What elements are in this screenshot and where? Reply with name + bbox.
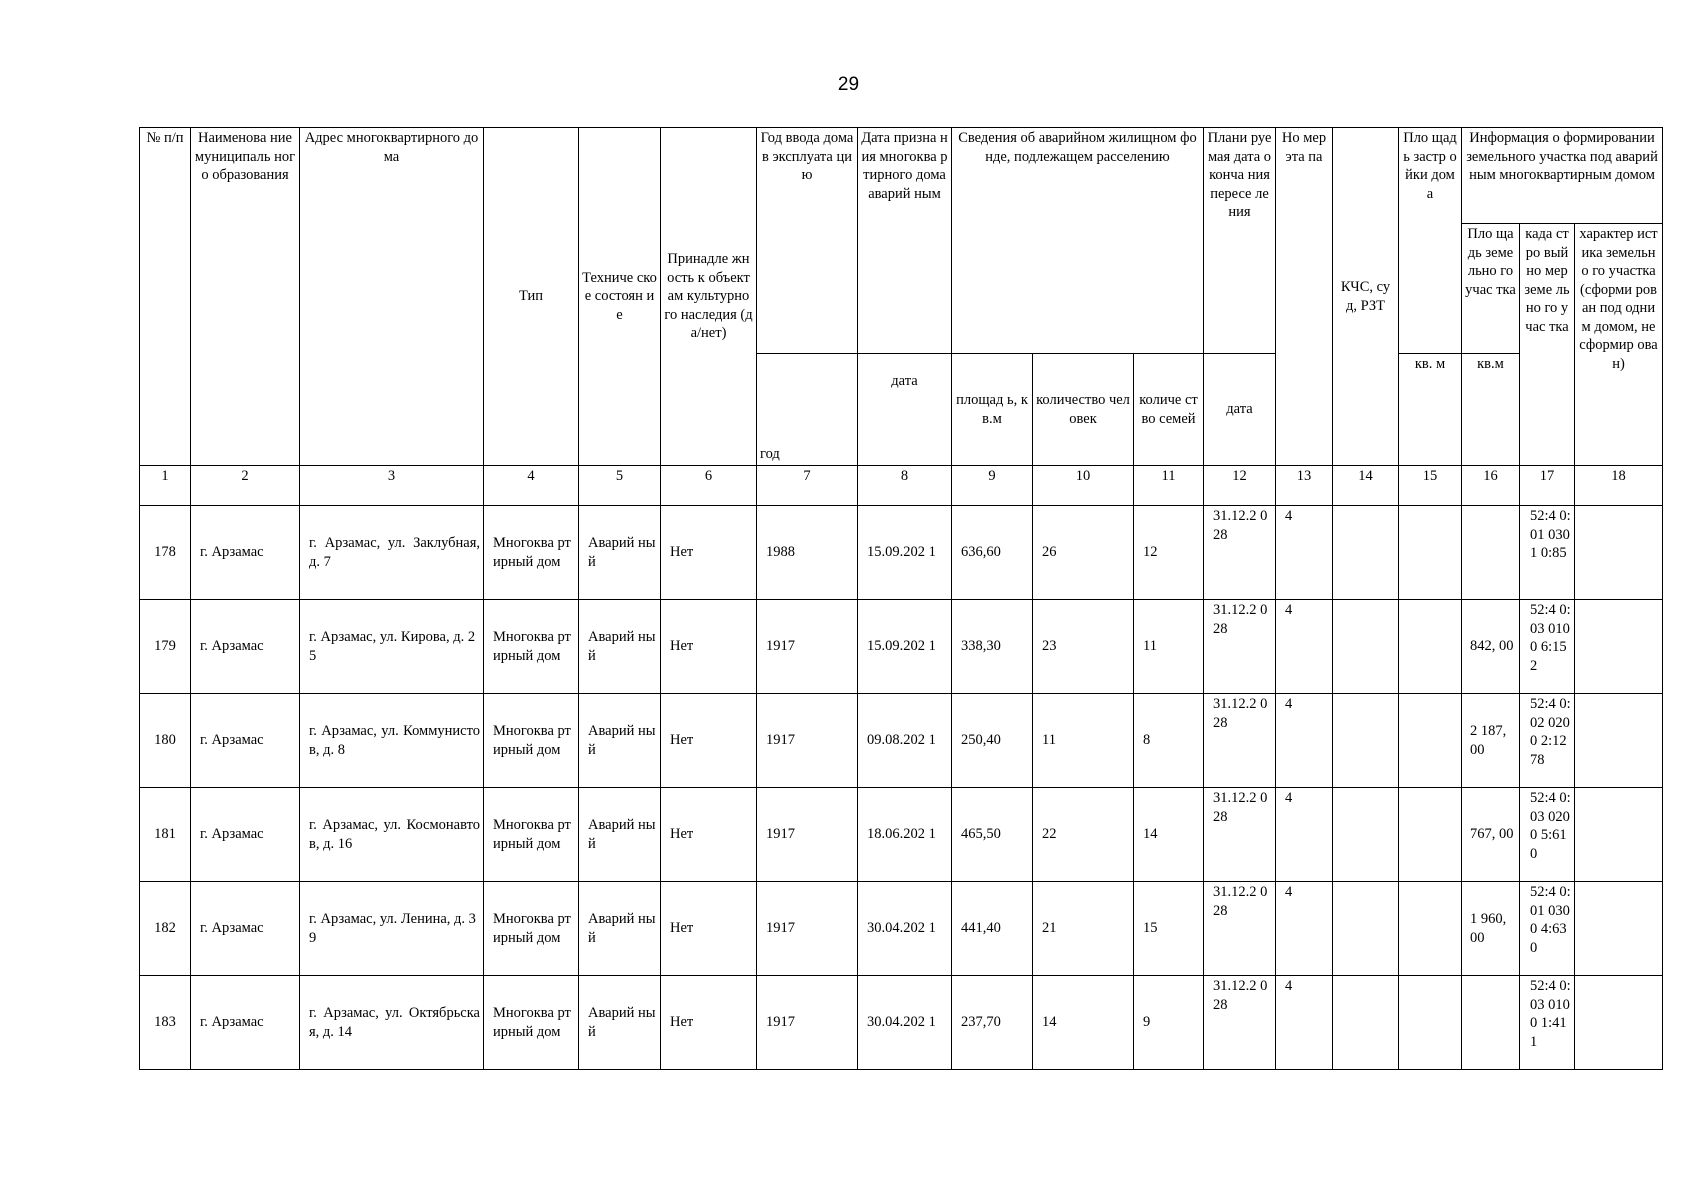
- families-cell: 12: [1134, 506, 1204, 600]
- unit-plan-date: дата: [1204, 354, 1276, 466]
- header-heritage: Принадле жность к объектам культурно го наследия (да/нет): [661, 128, 757, 466]
- kchs-cell: [1333, 506, 1399, 600]
- emergency-housing-table: [139, 127, 1663, 1070]
- col-number: 3: [300, 466, 484, 506]
- type-cell: Многоква ртирный дом: [484, 694, 579, 788]
- col-number: 9: [952, 466, 1033, 506]
- header-land-area: Пло щадь земе льно го учас тка: [1462, 224, 1520, 354]
- date-cell: 18.06.202 1: [858, 788, 952, 882]
- heritage-cell: Нет: [661, 976, 757, 1070]
- state-cell: Аварий ный: [579, 506, 661, 600]
- area-cell: 465,50: [952, 788, 1033, 882]
- type-cell: Многоква ртирный дом: [484, 506, 579, 600]
- date-cell: 15.09.202 1: [858, 506, 952, 600]
- header-kchs: КЧС, суд, РЗТ: [1333, 128, 1399, 466]
- header-cadastre: када стро вый но мер земе льно го учас тка: [1520, 224, 1575, 466]
- people-cell: 23: [1033, 600, 1134, 694]
- col-number: 12: [1204, 466, 1276, 506]
- state-cell: Аварий ный: [579, 882, 661, 976]
- address-cell: г. Арзамас, ул. Коммунистов, д. 8: [300, 694, 484, 788]
- land-character-cell: [1575, 506, 1663, 600]
- col-number: 2: [191, 466, 300, 506]
- plan-date-cell: 31.12.2 028: [1204, 694, 1276, 788]
- header-build-area: Пло щадь застр ойки дома: [1399, 128, 1462, 354]
- stage-cell: 4: [1276, 600, 1333, 694]
- municipality-cell: г. Арзамас: [191, 506, 300, 600]
- header-planned-date: Плани руемая дата оконча ния пересе ления: [1204, 128, 1276, 354]
- year-cell: 1917: [757, 694, 858, 788]
- unit-date: дата: [858, 354, 952, 466]
- date-cell: 15.09.202 1: [858, 600, 952, 694]
- people-cell: 11: [1033, 694, 1134, 788]
- type-cell: Многоква ртирный дом: [484, 976, 579, 1070]
- state-cell: Аварий ный: [579, 600, 661, 694]
- unit-build-area: кв. м: [1399, 354, 1462, 466]
- state-cell: Аварий ный: [579, 976, 661, 1070]
- state-cell: Аварий ный: [579, 788, 661, 882]
- header-type: Тип: [484, 128, 579, 466]
- plan-date-cell: 31.12.2 028: [1204, 506, 1276, 600]
- build-area-cell: [1399, 976, 1462, 1070]
- header-number: № п/п: [140, 128, 191, 466]
- cadastre-cell: 52:4 0:03 0200 5:61 0: [1520, 788, 1575, 882]
- kchs-cell: [1333, 976, 1399, 1070]
- row-number: 180: [140, 694, 191, 788]
- cadastre-cell: 52:4 0:01 0300 4:63 0: [1520, 882, 1575, 976]
- land-area-cell: [1462, 976, 1520, 1070]
- area-cell: 636,60: [952, 506, 1033, 600]
- header-address: Адрес многоквартирного дома: [300, 128, 484, 466]
- col-number: 15: [1399, 466, 1462, 506]
- type-cell: Многоква ртирный дом: [484, 882, 579, 976]
- year-cell: 1917: [757, 600, 858, 694]
- heritage-cell: Нет: [661, 506, 757, 600]
- header-municipality: Наименова ние муниципаль ного образования: [191, 128, 300, 466]
- col-number: 7: [757, 466, 858, 506]
- address-cell: г. Арзамас, ул. Заклубная, д. 7: [300, 506, 484, 600]
- families-cell: 9: [1134, 976, 1204, 1070]
- kchs-cell: [1333, 694, 1399, 788]
- municipality-cell: г. Арзамас: [191, 600, 300, 694]
- land-character-cell: [1575, 882, 1663, 976]
- year-cell: 1917: [757, 882, 858, 976]
- cadastre-cell: 52:4 0:01 0301 0:85: [1520, 506, 1575, 600]
- stage-cell: 4: [1276, 976, 1333, 1070]
- col-number: 17: [1520, 466, 1575, 506]
- stage-cell: 4: [1276, 882, 1333, 976]
- build-area-cell: [1399, 694, 1462, 788]
- build-area-cell: [1399, 788, 1462, 882]
- area-cell: 441,40: [952, 882, 1033, 976]
- families-cell: 14: [1134, 788, 1204, 882]
- address-cell: г. Арзамас, ул. Космонавтов, д. 16: [300, 788, 484, 882]
- land-character-cell: [1575, 788, 1663, 882]
- table-row: [140, 882, 1663, 976]
- municipality-cell: г. Арзамас: [191, 882, 300, 976]
- header-stage: Но мер эта па: [1276, 128, 1333, 466]
- kchs-cell: [1333, 600, 1399, 694]
- land-area-cell: 1 960, 00: [1462, 882, 1520, 976]
- table-row: [140, 694, 1663, 788]
- families-cell: 15: [1134, 882, 1204, 976]
- col-number: 6: [661, 466, 757, 506]
- address-cell: г. Арзамас, ул. Кирова, д. 25: [300, 600, 484, 694]
- stage-cell: 4: [1276, 788, 1333, 882]
- unit-land-area: кв.м: [1462, 354, 1520, 466]
- area-cell: 338,30: [952, 600, 1033, 694]
- build-area-cell: [1399, 506, 1462, 600]
- row-number: 179: [140, 600, 191, 694]
- stage-cell: 4: [1276, 506, 1333, 600]
- col-number: 13: [1276, 466, 1333, 506]
- table-row: [140, 976, 1663, 1070]
- header-emergency-fund: Сведения об аварийном жилищном фонде, подлежащем расселению: [952, 128, 1204, 354]
- col-number: 10: [1033, 466, 1134, 506]
- people-cell: 26: [1033, 506, 1134, 600]
- land-area-cell: 842, 00: [1462, 600, 1520, 694]
- land-area-cell: 2 187, 00: [1462, 694, 1520, 788]
- area-cell: 250,40: [952, 694, 1033, 788]
- col-number: 16: [1462, 466, 1520, 506]
- unit-area: площад ь, кв.м: [952, 354, 1033, 466]
- col-number: 11: [1134, 466, 1204, 506]
- date-cell: 09.08.202 1: [858, 694, 952, 788]
- cadastre-cell: 52:4 0:03 0100 6:15 2: [1520, 600, 1575, 694]
- row-number: 181: [140, 788, 191, 882]
- kchs-cell: [1333, 882, 1399, 976]
- land-character-cell: [1575, 600, 1663, 694]
- table-row: [140, 788, 1663, 882]
- row-number: 178: [140, 506, 191, 600]
- people-cell: 22: [1033, 788, 1134, 882]
- people-cell: 21: [1033, 882, 1134, 976]
- land-area-cell: [1462, 506, 1520, 600]
- families-cell: 8: [1134, 694, 1204, 788]
- address-cell: г. Арзамас, ул. Октябрьская, д. 14: [300, 976, 484, 1070]
- heritage-cell: Нет: [661, 788, 757, 882]
- land-character-cell: [1575, 694, 1663, 788]
- year-cell: 1917: [757, 788, 858, 882]
- build-area-cell: [1399, 600, 1462, 694]
- col-number: 8: [858, 466, 952, 506]
- column-numbers-row: [140, 466, 1663, 506]
- municipality-cell: г. Арзамас: [191, 694, 300, 788]
- land-area-cell: 767, 00: [1462, 788, 1520, 882]
- table-row: [140, 600, 1663, 694]
- plan-date-cell: 31.12.2 028: [1204, 788, 1276, 882]
- col-number: 14: [1333, 466, 1399, 506]
- table-row: [140, 506, 1663, 600]
- header-land-info: Информация о формировании земельного участка под аварийным многоквартирным домом: [1462, 128, 1663, 224]
- state-cell: Аварий ный: [579, 694, 661, 788]
- municipality-cell: г. Арзамас: [191, 976, 300, 1070]
- unit-year: год: [757, 354, 858, 466]
- col-number: 5: [579, 466, 661, 506]
- date-cell: 30.04.202 1: [858, 882, 952, 976]
- cadastre-cell: 52:4 0:02 0200 2:12 78: [1520, 694, 1575, 788]
- type-cell: Многоква ртирный дом: [484, 600, 579, 694]
- header-date-recognized: Дата призна ния многоква ртирного дома аварий ным: [858, 128, 952, 354]
- heritage-cell: Нет: [661, 694, 757, 788]
- heritage-cell: Нет: [661, 882, 757, 976]
- land-character-cell: [1575, 976, 1663, 1070]
- heritage-cell: Нет: [661, 600, 757, 694]
- header-land-character: характер истика земельно го участка (сформи рован под одним домом, не сформир ован): [1575, 224, 1663, 466]
- type-cell: Многоква ртирный дом: [484, 788, 579, 882]
- year-cell: 1917: [757, 976, 858, 1070]
- date-cell: 30.04.202 1: [858, 976, 952, 1070]
- row-number: 183: [140, 976, 191, 1070]
- header-technical-state: Техниче ское состоян ие: [579, 128, 661, 466]
- address-cell: г. Арзамас, ул. Ленина, д. 39: [300, 882, 484, 976]
- plan-date-cell: 31.12.2 028: [1204, 600, 1276, 694]
- unit-people: количество человек: [1033, 354, 1134, 466]
- unit-families: количе ство семей: [1134, 354, 1204, 466]
- cadastre-cell: 52:4 0:03 0100 1:41 1: [1520, 976, 1575, 1070]
- plan-date-cell: 31.12.2 028: [1204, 976, 1276, 1070]
- col-number: 4: [484, 466, 579, 506]
- row-number: 182: [140, 882, 191, 976]
- year-cell: 1988: [757, 506, 858, 600]
- page-number: 29: [837, 74, 860, 95]
- people-cell: 14: [1033, 976, 1134, 1070]
- plan-date-cell: 31.12.2 028: [1204, 882, 1276, 976]
- col-number: 1: [140, 466, 191, 506]
- kchs-cell: [1333, 788, 1399, 882]
- build-area-cell: [1399, 882, 1462, 976]
- stage-cell: 4: [1276, 694, 1333, 788]
- header-year: Год ввода дома в эксплуата цию: [757, 128, 858, 354]
- families-cell: 11: [1134, 600, 1204, 694]
- col-number: 18: [1575, 466, 1663, 506]
- municipality-cell: г. Арзамас: [191, 788, 300, 882]
- area-cell: 237,70: [952, 976, 1033, 1070]
